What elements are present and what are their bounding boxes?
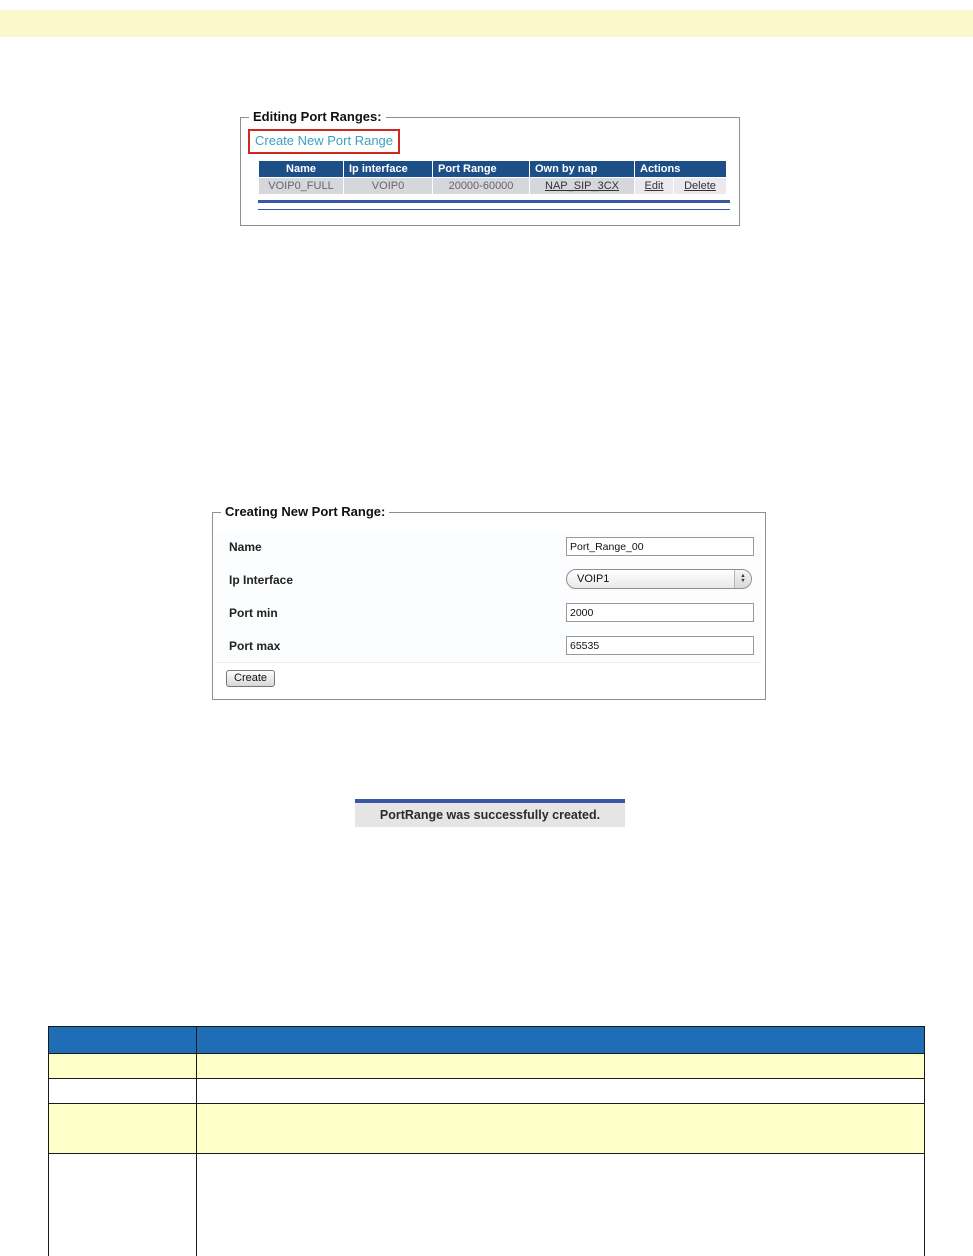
header-name: Name [259, 161, 343, 177]
table-row [49, 1154, 925, 1256]
description-cell [49, 1079, 197, 1104]
header-own-by-nap: Own by nap [530, 161, 634, 177]
description-cell [49, 1154, 197, 1256]
cell-port-range: 20000-60000 [433, 178, 529, 194]
editing-section-legend: Editing Port Ranges: [249, 109, 386, 124]
form-row-name [214, 530, 762, 564]
description-cell [197, 1104, 925, 1154]
table-footer-rule [258, 200, 730, 210]
description-header-cell [197, 1027, 925, 1054]
description-cell [197, 1079, 925, 1104]
header-port-range: Port Range [433, 161, 529, 177]
header-actions: Actions [635, 161, 726, 177]
port-ranges-table-header [259, 161, 726, 177]
table-row [49, 1079, 925, 1104]
ip-interface-selected-value: VOIP1 [577, 573, 610, 585]
ip-interface-select[interactable] [566, 569, 752, 589]
table-row [49, 1104, 925, 1154]
edit-link[interactable]: Edit [644, 180, 664, 192]
port-min-input[interactable] [566, 603, 754, 622]
create-link-highlight-box [248, 129, 400, 154]
port-max-label: Port max [229, 639, 281, 653]
port-ranges-table [258, 160, 727, 195]
name-label: Name [229, 540, 262, 554]
nap-link[interactable]: NAP_SIP_3CX [545, 180, 619, 192]
description-table [48, 1026, 925, 1256]
top-banner [0, 10, 973, 37]
cell-own-by-nap [530, 178, 634, 194]
header-ip-interface: Ip interface [344, 161, 432, 177]
description-cell [197, 1154, 925, 1256]
form-row-ip-interface [214, 563, 762, 597]
description-table-header [49, 1027, 925, 1054]
name-input[interactable] [566, 537, 754, 556]
port-min-label: Port min [229, 606, 278, 620]
status-message [355, 799, 625, 827]
cell-edit [635, 178, 673, 194]
description-cell [49, 1104, 197, 1154]
create-new-port-range-link[interactable]: Create New Port Range [255, 133, 394, 148]
create-button[interactable]: Create [226, 670, 275, 687]
description-header-cell [49, 1027, 197, 1054]
cell-name: VOIP0_FULL [259, 178, 343, 194]
table-row [259, 178, 726, 194]
creating-port-range-section [212, 504, 766, 700]
cell-ip-interface: VOIP0 [344, 178, 432, 194]
description-cell [49, 1054, 197, 1079]
description-cell [197, 1054, 925, 1079]
form-row-port-max [214, 629, 762, 663]
creating-section-legend: Creating New Port Range: [221, 504, 389, 519]
port-max-input[interactable] [566, 636, 754, 655]
status-message-text: PortRange was successfully created. [379, 808, 601, 822]
editing-port-ranges-section [240, 109, 740, 226]
ip-interface-label: Ip Interface [229, 573, 294, 587]
delete-link[interactable]: Delete [684, 180, 716, 192]
select-stepper-icon: ▲ ▼ [734, 570, 751, 588]
form-row-port-min [214, 596, 762, 630]
cell-delete [674, 178, 726, 194]
table-row [49, 1054, 925, 1079]
